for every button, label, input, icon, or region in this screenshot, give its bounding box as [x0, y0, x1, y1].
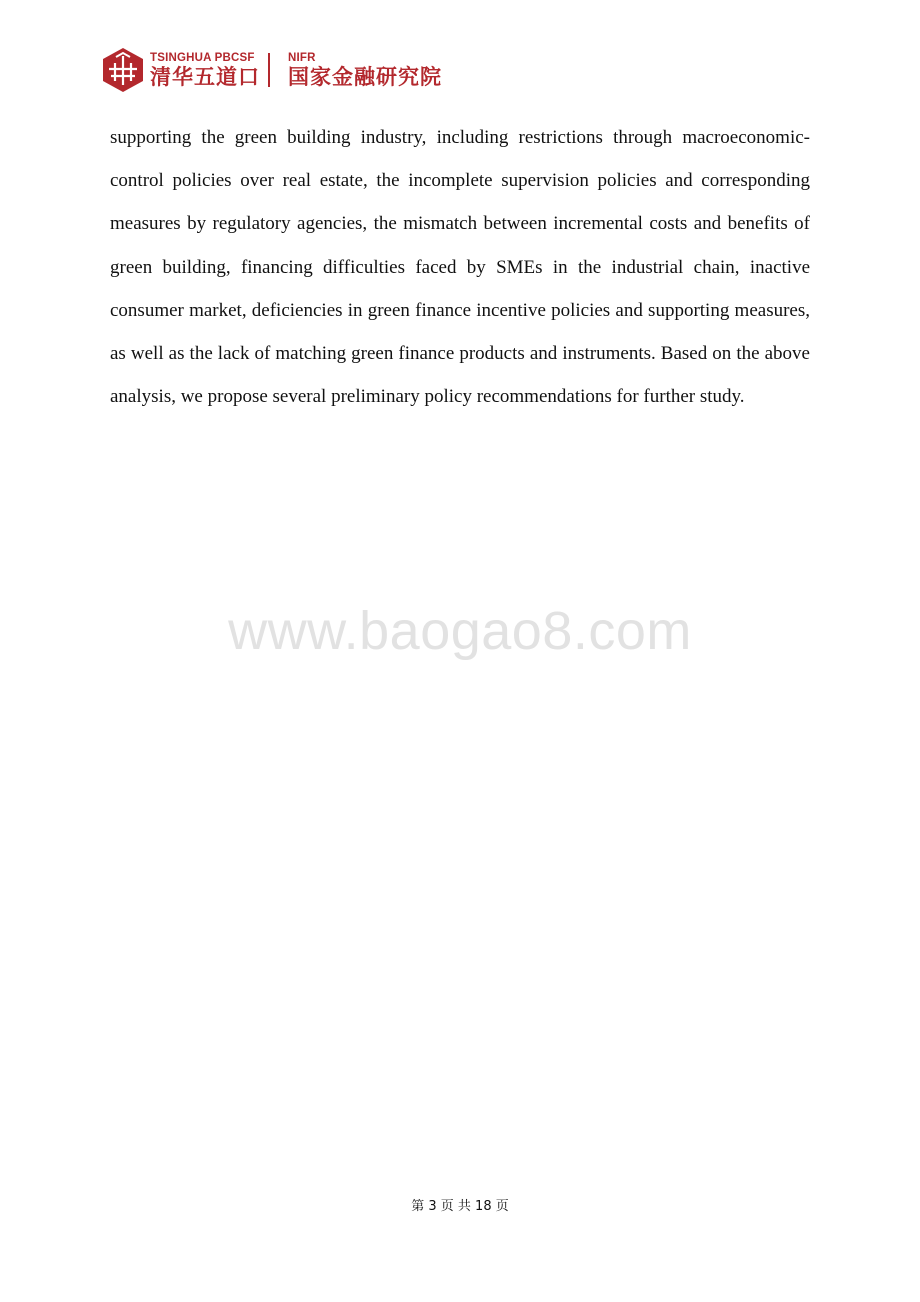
body-paragraph: supporting the green building industry, including restrictions through macroeconomic-control policies over real estate, the incomplete supervision policies and corresponding measures by regulatory agencies, the mismatch between incremental costs and benefits of green building, financing difficulties faced by SMEs in the industrial chain, inactive consumer market, deficiencies in green finance incentive policies and supporting measures, as well as the lack of matching green finance products and instruments. Based on the above analysis, we propose several preliminary policy recommendations for further study.: [110, 127, 810, 408]
brand-en-nifr: NIFR: [288, 51, 316, 64]
watermark-text: www.baogao8.com: [228, 601, 692, 661]
brand-divider: [268, 53, 270, 87]
tsinghua-pbcsf-logo-icon: [102, 47, 144, 93]
brand-en-tsinghua: TSINGHUA PBCSF: [150, 51, 255, 64]
brand-cn-nifr: 国家金融研究院: [288, 64, 442, 89]
page-number: 第 3 页 共 18 页: [411, 1199, 509, 1214]
page-header: [102, 46, 442, 94]
brand-tsinghua: [150, 52, 260, 89]
brand-cn-tsinghua: 清华五道口: [150, 64, 260, 89]
brand-nifr: [288, 52, 442, 89]
